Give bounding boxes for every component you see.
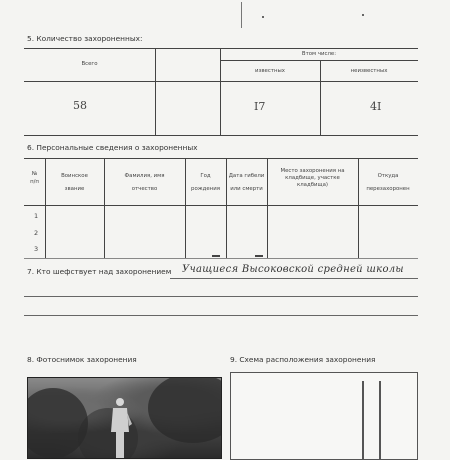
table5-value-unknown: 4I: [370, 100, 382, 113]
table5-col-divider: [220, 48, 221, 135]
scan-dot: [262, 16, 264, 18]
table6-row-number: 1: [34, 212, 39, 220]
scan-artifact-line: [241, 2, 242, 28]
section5-title: 5. Количество захороненных:: [27, 34, 143, 43]
table5-col-divider: [155, 48, 156, 135]
table5-subheader-border: [220, 60, 418, 61]
scheme-line: [379, 381, 381, 459]
table6-header-reburied-from: Откуда перезахоронен: [366, 173, 410, 192]
table6-tick-mark: [255, 255, 263, 257]
section7-blank-line: [24, 296, 418, 297]
monument-statue: [108, 394, 132, 458]
table5-header-known: известных: [255, 68, 285, 74]
table5-header-unknown: неизвестных: [350, 68, 388, 74]
table6-header-death-date: Дата гибели или смерти: [228, 173, 265, 192]
table6-row-number: 2: [34, 229, 39, 237]
section7-underline: [170, 278, 418, 279]
table6-header-burial-place: Место захоронения на кладбище, участке кладбища): [280, 168, 345, 188]
section7-title: 7. Кто шефствует над захоронением: [27, 267, 172, 276]
section7-patron-value: Учащиеся Высоковской средней школы: [182, 264, 404, 275]
table5-header-including: Втом числе:: [301, 51, 337, 57]
table5-bottom-border: [24, 135, 418, 136]
table5-header-total: Всего: [81, 61, 98, 67]
table6-header-number: № п/п: [30, 171, 39, 185]
table5-value-known: I7: [254, 100, 266, 113]
table6-bottom-border: [24, 258, 418, 259]
table5-top-border: [24, 48, 418, 49]
table6-header-fullname: Фамилия, имя отчество: [124, 173, 165, 192]
section8-title: 8. Фотоснимок захоронения: [27, 355, 137, 364]
table6-header-rank: Воинское звание: [61, 173, 88, 192]
scan-dot: [362, 14, 364, 16]
table6-row-number: 3: [34, 245, 39, 253]
table6-header-birth-year: Год рождения: [191, 173, 220, 192]
table6-tick-mark: [212, 255, 220, 257]
burial-location-scheme: [230, 372, 418, 460]
section7-blank-line: [24, 315, 418, 316]
scheme-line: [362, 381, 364, 459]
table5-value-total: 58: [73, 99, 87, 112]
burial-photograph: [27, 377, 222, 459]
section6-title: 6. Персональные сведения о захороненных: [27, 143, 198, 152]
table5-header-border: [24, 81, 418, 82]
photo-foliage: [148, 377, 222, 443]
section9-title: 9. Схема расположения захоронения: [230, 355, 376, 364]
